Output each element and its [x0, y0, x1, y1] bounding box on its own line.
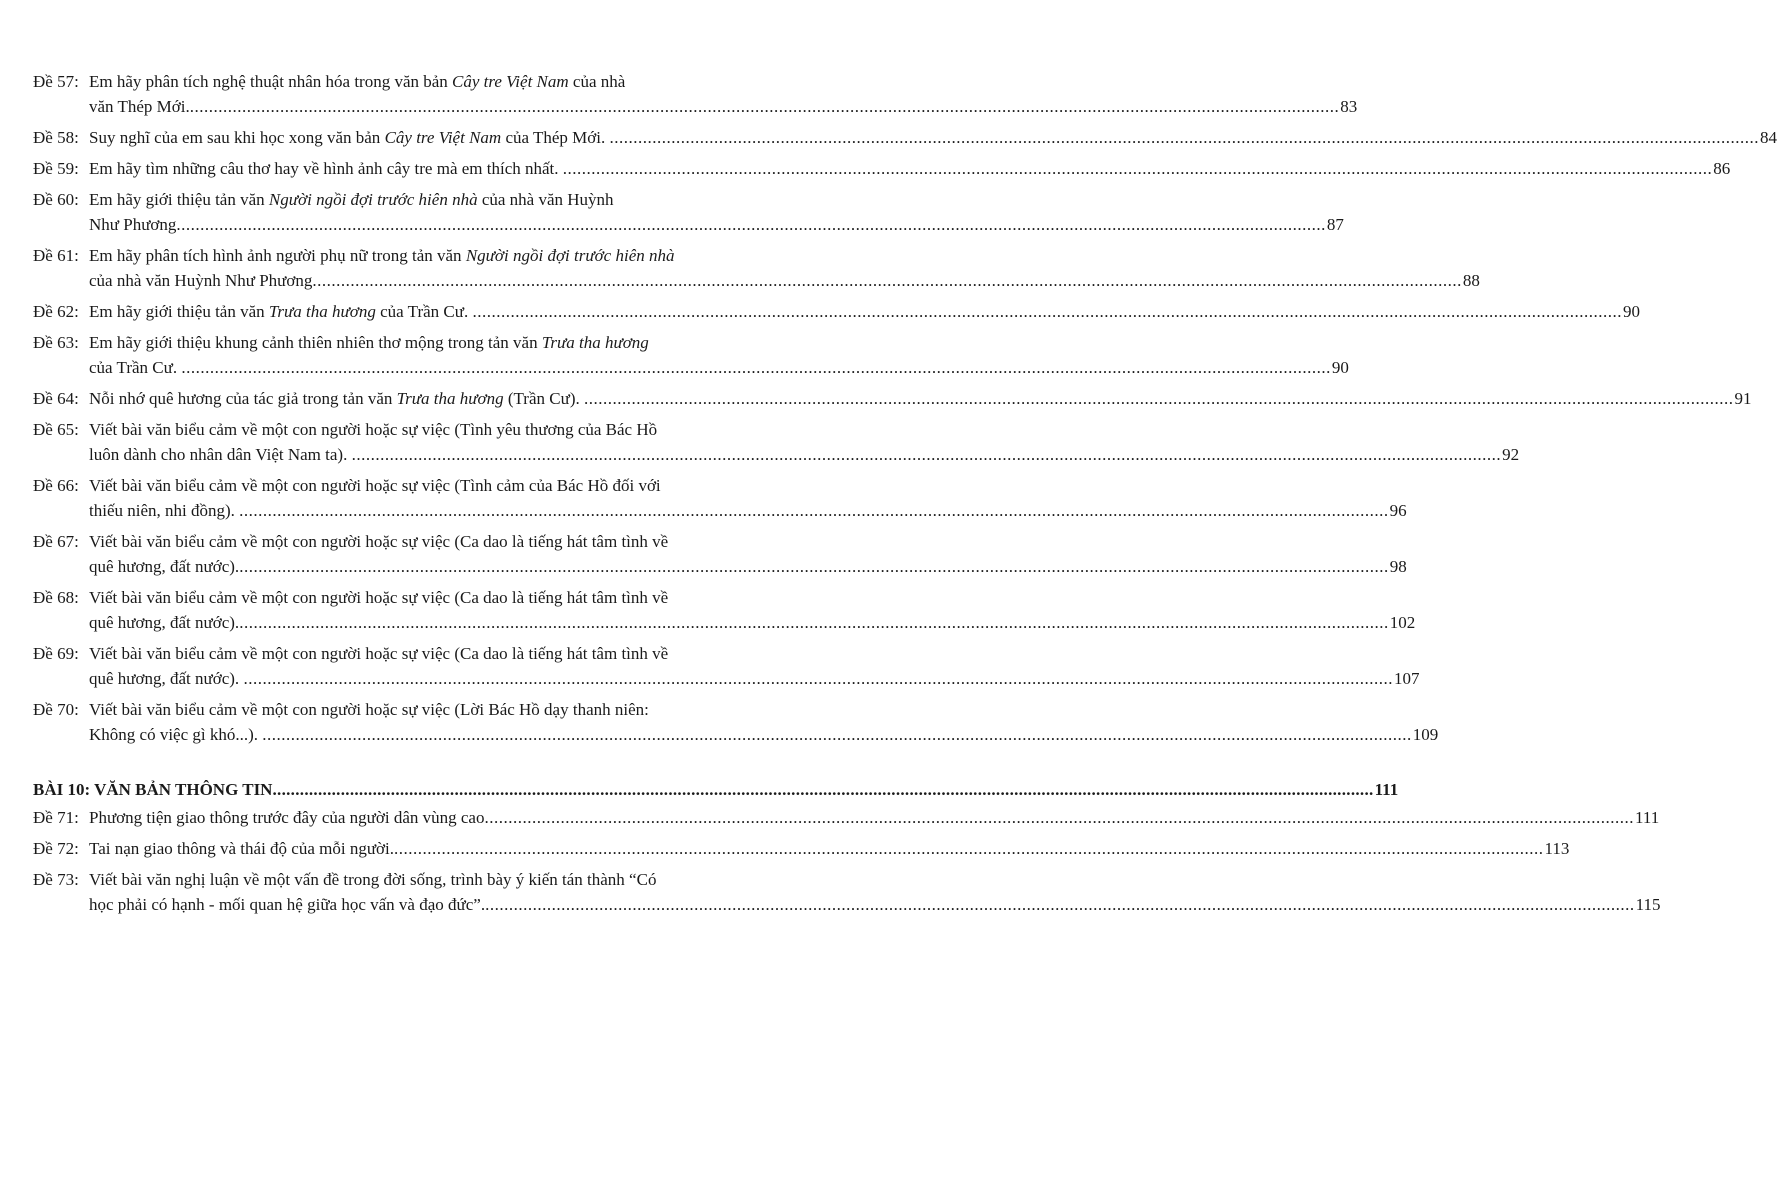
- toc-entry: [33, 836, 1570, 861]
- toc-entry: [33, 386, 1752, 411]
- entry-page-number: 88: [1462, 271, 1480, 290]
- entry-title-italic: Trưa tha hương: [541, 333, 649, 352]
- toc-entry: [33, 585, 1416, 635]
- dot-leader: [394, 836, 1544, 861]
- entry-number: Đề 62:: [33, 302, 79, 321]
- dot-leader: [472, 299, 1622, 324]
- entry-title-text: của Trần Cư.: [375, 302, 473, 321]
- toc-entry-line: [33, 442, 1520, 467]
- entry-title: [89, 243, 675, 268]
- entry-page-number: 83: [1340, 97, 1358, 116]
- entry-title-text: Em hãy phân tích hình ảnh người phụ nữ trong tản văn: [89, 246, 466, 265]
- toc-entry-line: [33, 386, 1752, 411]
- dot-leader: [485, 892, 1635, 917]
- section-page-number: 111: [1374, 780, 1399, 799]
- entry-page-number: 90: [1331, 358, 1349, 377]
- entry-title-text: Em hãy phân tích nghệ thuật nhân hóa trong văn bản: [89, 72, 453, 91]
- entry-title-italic: Cây tre Việt Nam: [452, 72, 569, 91]
- toc-entry-line: [33, 212, 1344, 237]
- entry-title-text: quê hương, đất nước).: [89, 557, 240, 576]
- entry-title-text: học phải có hạnh - mối quan hệ giữa học vấn và đạo đức”.: [89, 895, 486, 914]
- entry-title: [89, 69, 625, 94]
- entry-number: Đề 71:: [33, 808, 79, 827]
- entry-number: Đề 70:: [33, 700, 79, 719]
- entry-title: [89, 299, 472, 324]
- entry-number: Đề 64:: [33, 389, 79, 408]
- entry-title-text: Em hãy tìm những câu thơ hay về hình ảnh cây tre mà em thích nhất.: [89, 159, 563, 178]
- dot-leader: [190, 94, 1340, 119]
- entry-title: [89, 156, 563, 181]
- dot-leader: [609, 125, 1759, 150]
- entry-title: [89, 125, 609, 150]
- entry-number: Đề 68:: [33, 588, 79, 607]
- entry-page-number: 90: [1622, 302, 1640, 321]
- toc-entry: [33, 805, 1660, 830]
- entry-title-text: Nỗi nhớ quê hương của tác giả trong tản văn: [89, 389, 397, 408]
- toc-entry: [33, 125, 1777, 150]
- entry-title: [89, 473, 661, 498]
- entry-title-text: Viết bài văn biểu cảm về một con người hoặc sự việc (Tình cảm của Bác Hồ đối với: [89, 476, 661, 495]
- toc-entry: [33, 641, 1420, 691]
- entry-title-italic: Người ngồi đợi trước hiên nhà: [465, 246, 675, 265]
- entry-title-text: (Trần Cư).: [503, 389, 584, 408]
- entry-title-italic: Người ngồi đợi trước hiên nhà: [268, 190, 478, 209]
- toc-entry-line: [33, 498, 1407, 523]
- entry-number: Đề 63:: [33, 333, 79, 352]
- toc-entry: [33, 867, 1661, 917]
- entry-number: Đề 58:: [33, 128, 79, 147]
- entry-number: Đề 66:: [33, 476, 79, 495]
- entry-title: [89, 330, 649, 355]
- toc-entry: [33, 697, 1439, 747]
- entry-title-italic: Cây tre Việt Nam: [384, 128, 502, 147]
- toc-list: [33, 69, 1777, 747]
- toc-entry-line: [33, 187, 740, 212]
- entry-title-text: Phương tiện giao thông trước đây của người dân vùng cao: [89, 808, 485, 827]
- toc-entry: [33, 299, 1640, 324]
- dot-leader: [352, 442, 1502, 467]
- toc-entry-line: [33, 94, 1358, 119]
- toc-entry-line: [33, 268, 1480, 293]
- toc-entry: [33, 417, 1520, 467]
- entry-number: Đề 60:: [33, 190, 79, 209]
- entry-title: [89, 355, 181, 380]
- toc-entry-line: [33, 666, 1420, 691]
- toc-entry-line: [33, 610, 1416, 635]
- dot-leader: [312, 268, 1462, 293]
- entry-title-italic: Trưa tha hương: [268, 302, 376, 321]
- entry-title-text: Tai nạn giao thông và thái độ của mỗi người.: [89, 839, 395, 858]
- entry-title-text: Không có việc gì khó...).: [89, 725, 263, 744]
- toc-section-heading: [33, 780, 1399, 800]
- entry-title-text: thiếu niên, nhi đồng).: [89, 501, 240, 520]
- dot-leader: [484, 805, 1634, 830]
- entry-title-text: Em hãy giới thiệu tản văn: [89, 190, 269, 209]
- entry-title: [89, 836, 394, 861]
- entry-title-text: của nhà: [568, 72, 626, 91]
- toc-entry-line: [33, 805, 1660, 830]
- entry-title: [89, 529, 668, 554]
- entry-title: [89, 867, 656, 892]
- toc-entry-line: [33, 330, 740, 355]
- dot-leader: [239, 554, 1389, 579]
- toc-entry-line: [33, 243, 740, 268]
- entry-title: [89, 442, 352, 467]
- entry-page-number: 109: [1412, 725, 1439, 744]
- entry-title: [89, 722, 262, 747]
- dot-leader: [262, 722, 1412, 747]
- toc-entry-line: [33, 722, 1439, 747]
- entry-number: Đề 65:: [33, 420, 79, 439]
- toc-entry-line: [33, 473, 740, 498]
- dot-leader: [563, 156, 1713, 181]
- entry-page-number: 84: [1759, 128, 1777, 147]
- toc-entry-line: [33, 867, 740, 892]
- entry-title-text: của Thép Mới.: [501, 128, 610, 147]
- entry-number: Đề 57:: [33, 72, 79, 91]
- entry-title-text: Em hãy giới thiệu tản văn: [89, 302, 269, 321]
- toc-entry-line: [33, 355, 1349, 380]
- entry-number: Đề 59:: [33, 159, 79, 178]
- entry-page-number: 115: [1635, 895, 1661, 914]
- dot-leader: [272, 780, 1373, 800]
- entry-title-text: Em hãy giới thiệu khung cảnh thiên nhiên thơ mộng trong tản văn: [89, 333, 542, 352]
- entry-title: [89, 585, 668, 610]
- entry-page-number: 113: [1544, 839, 1570, 858]
- toc-section-list: [33, 805, 1661, 917]
- entry-title-text: Viết bài văn biểu cảm về một con người hoặc sự việc (Ca dao là tiếng hát tâm tình về: [89, 588, 669, 607]
- entry-title: [89, 417, 657, 442]
- toc-entry-line: [33, 69, 740, 94]
- dot-leader: [239, 498, 1389, 523]
- dot-leader: [243, 666, 1393, 691]
- entry-title: [89, 697, 649, 722]
- entry-title-text: văn Thép Mới.: [89, 97, 190, 116]
- toc-entry-line: [33, 641, 740, 666]
- entry-page-number: 86: [1713, 159, 1731, 178]
- entry-title: [89, 187, 614, 212]
- entry-title-text: Viết bài văn biểu cảm về một con người hoặc sự việc (Ca dao là tiếng hát tâm tình về: [89, 532, 669, 551]
- entry-page-number: 111: [1634, 808, 1660, 827]
- toc-entry: [33, 473, 1407, 523]
- entry-number: Đề 61:: [33, 246, 79, 265]
- toc-entry-line: [33, 836, 1570, 861]
- toc-entry-line: [33, 125, 1777, 150]
- dot-leader: [584, 386, 1734, 411]
- entry-title-text: của nhà văn Huỳnh Như Phương: [89, 271, 313, 290]
- section-title: BÀI 10: VĂN BẢN THÔNG TIN: [33, 780, 273, 799]
- entry-title-italic: Trưa tha hương: [396, 389, 504, 408]
- entry-title-text: Viết bài văn nghị luận về một vấn đề trong đời sống, trình bày ý kiến tán thành “Có: [89, 870, 657, 889]
- toc-entry-line: [33, 417, 740, 442]
- entry-page-number: 87: [1326, 215, 1344, 234]
- entry-title: [89, 666, 243, 691]
- entry-title-text: Viết bài văn biểu cảm về một con người hoặc sự việc (Ca dao là tiếng hát tâm tình về: [89, 644, 669, 663]
- toc-entry: [33, 156, 1731, 181]
- entry-title: [89, 641, 668, 666]
- entry-title-text: Suy nghĩ của em sau khi học xong văn bản: [89, 128, 385, 147]
- toc-entry-line: [33, 554, 1407, 579]
- toc-entry: [33, 187, 1344, 237]
- entry-page-number: 98: [1389, 557, 1407, 576]
- toc-entry-line: [33, 892, 1661, 917]
- entry-number: Đề 72:: [33, 839, 79, 858]
- entry-title: [89, 212, 176, 237]
- entry-page-number: 92: [1502, 445, 1520, 464]
- toc-entry-line: [33, 697, 740, 722]
- entry-title-text: của nhà văn Huỳnh: [477, 190, 614, 209]
- entry-title-text: Viết bài văn biểu cảm về một con người hoặc sự việc (Tình yêu thương của Bác Hồ: [89, 420, 658, 439]
- entry-title: [89, 892, 485, 917]
- table-of-contents: [33, 69, 1777, 923]
- entry-title: [89, 386, 584, 411]
- toc-entry: [33, 529, 1407, 579]
- toc-entry: [33, 330, 1349, 380]
- toc-entry-line: [33, 156, 1731, 181]
- toc-entry-line: [33, 299, 1640, 324]
- dot-leader: [176, 212, 1326, 237]
- toc-entry: [33, 243, 1480, 293]
- entry-title-text: quê hương, đất nước).: [89, 613, 240, 632]
- entry-title: [89, 610, 239, 635]
- dot-leader: [181, 355, 1331, 380]
- toc-entry-line: [33, 585, 740, 610]
- entry-number: Đề 73:: [33, 870, 79, 889]
- entry-number: Đề 67:: [33, 532, 79, 551]
- entry-title: [89, 94, 190, 119]
- entry-page-number: 107: [1393, 669, 1420, 688]
- entry-title-text: luôn dành cho nhân dân Việt Nam ta).: [89, 445, 352, 464]
- dot-leader: [239, 610, 1389, 635]
- entry-title-text: Như Phương: [89, 215, 177, 234]
- entry-page-number: 96: [1389, 501, 1407, 520]
- entry-title-text: Viết bài văn biểu cảm về một con người hoặc sự việc (Lời Bác Hồ dạy thanh niên:: [89, 700, 649, 719]
- entry-title-text: của Trần Cư.: [89, 358, 182, 377]
- entry-page-number: 102: [1389, 613, 1416, 632]
- entry-title: [89, 805, 484, 830]
- entry-page-number: 91: [1734, 389, 1752, 408]
- toc-entry: [33, 69, 1358, 119]
- entry-number: Đề 69:: [33, 644, 79, 663]
- toc-entry-line: [33, 529, 740, 554]
- entry-title: [89, 268, 312, 293]
- entry-title: [89, 554, 239, 579]
- entry-title: [89, 498, 239, 523]
- entry-title-text: quê hương, đất nước).: [89, 669, 244, 688]
